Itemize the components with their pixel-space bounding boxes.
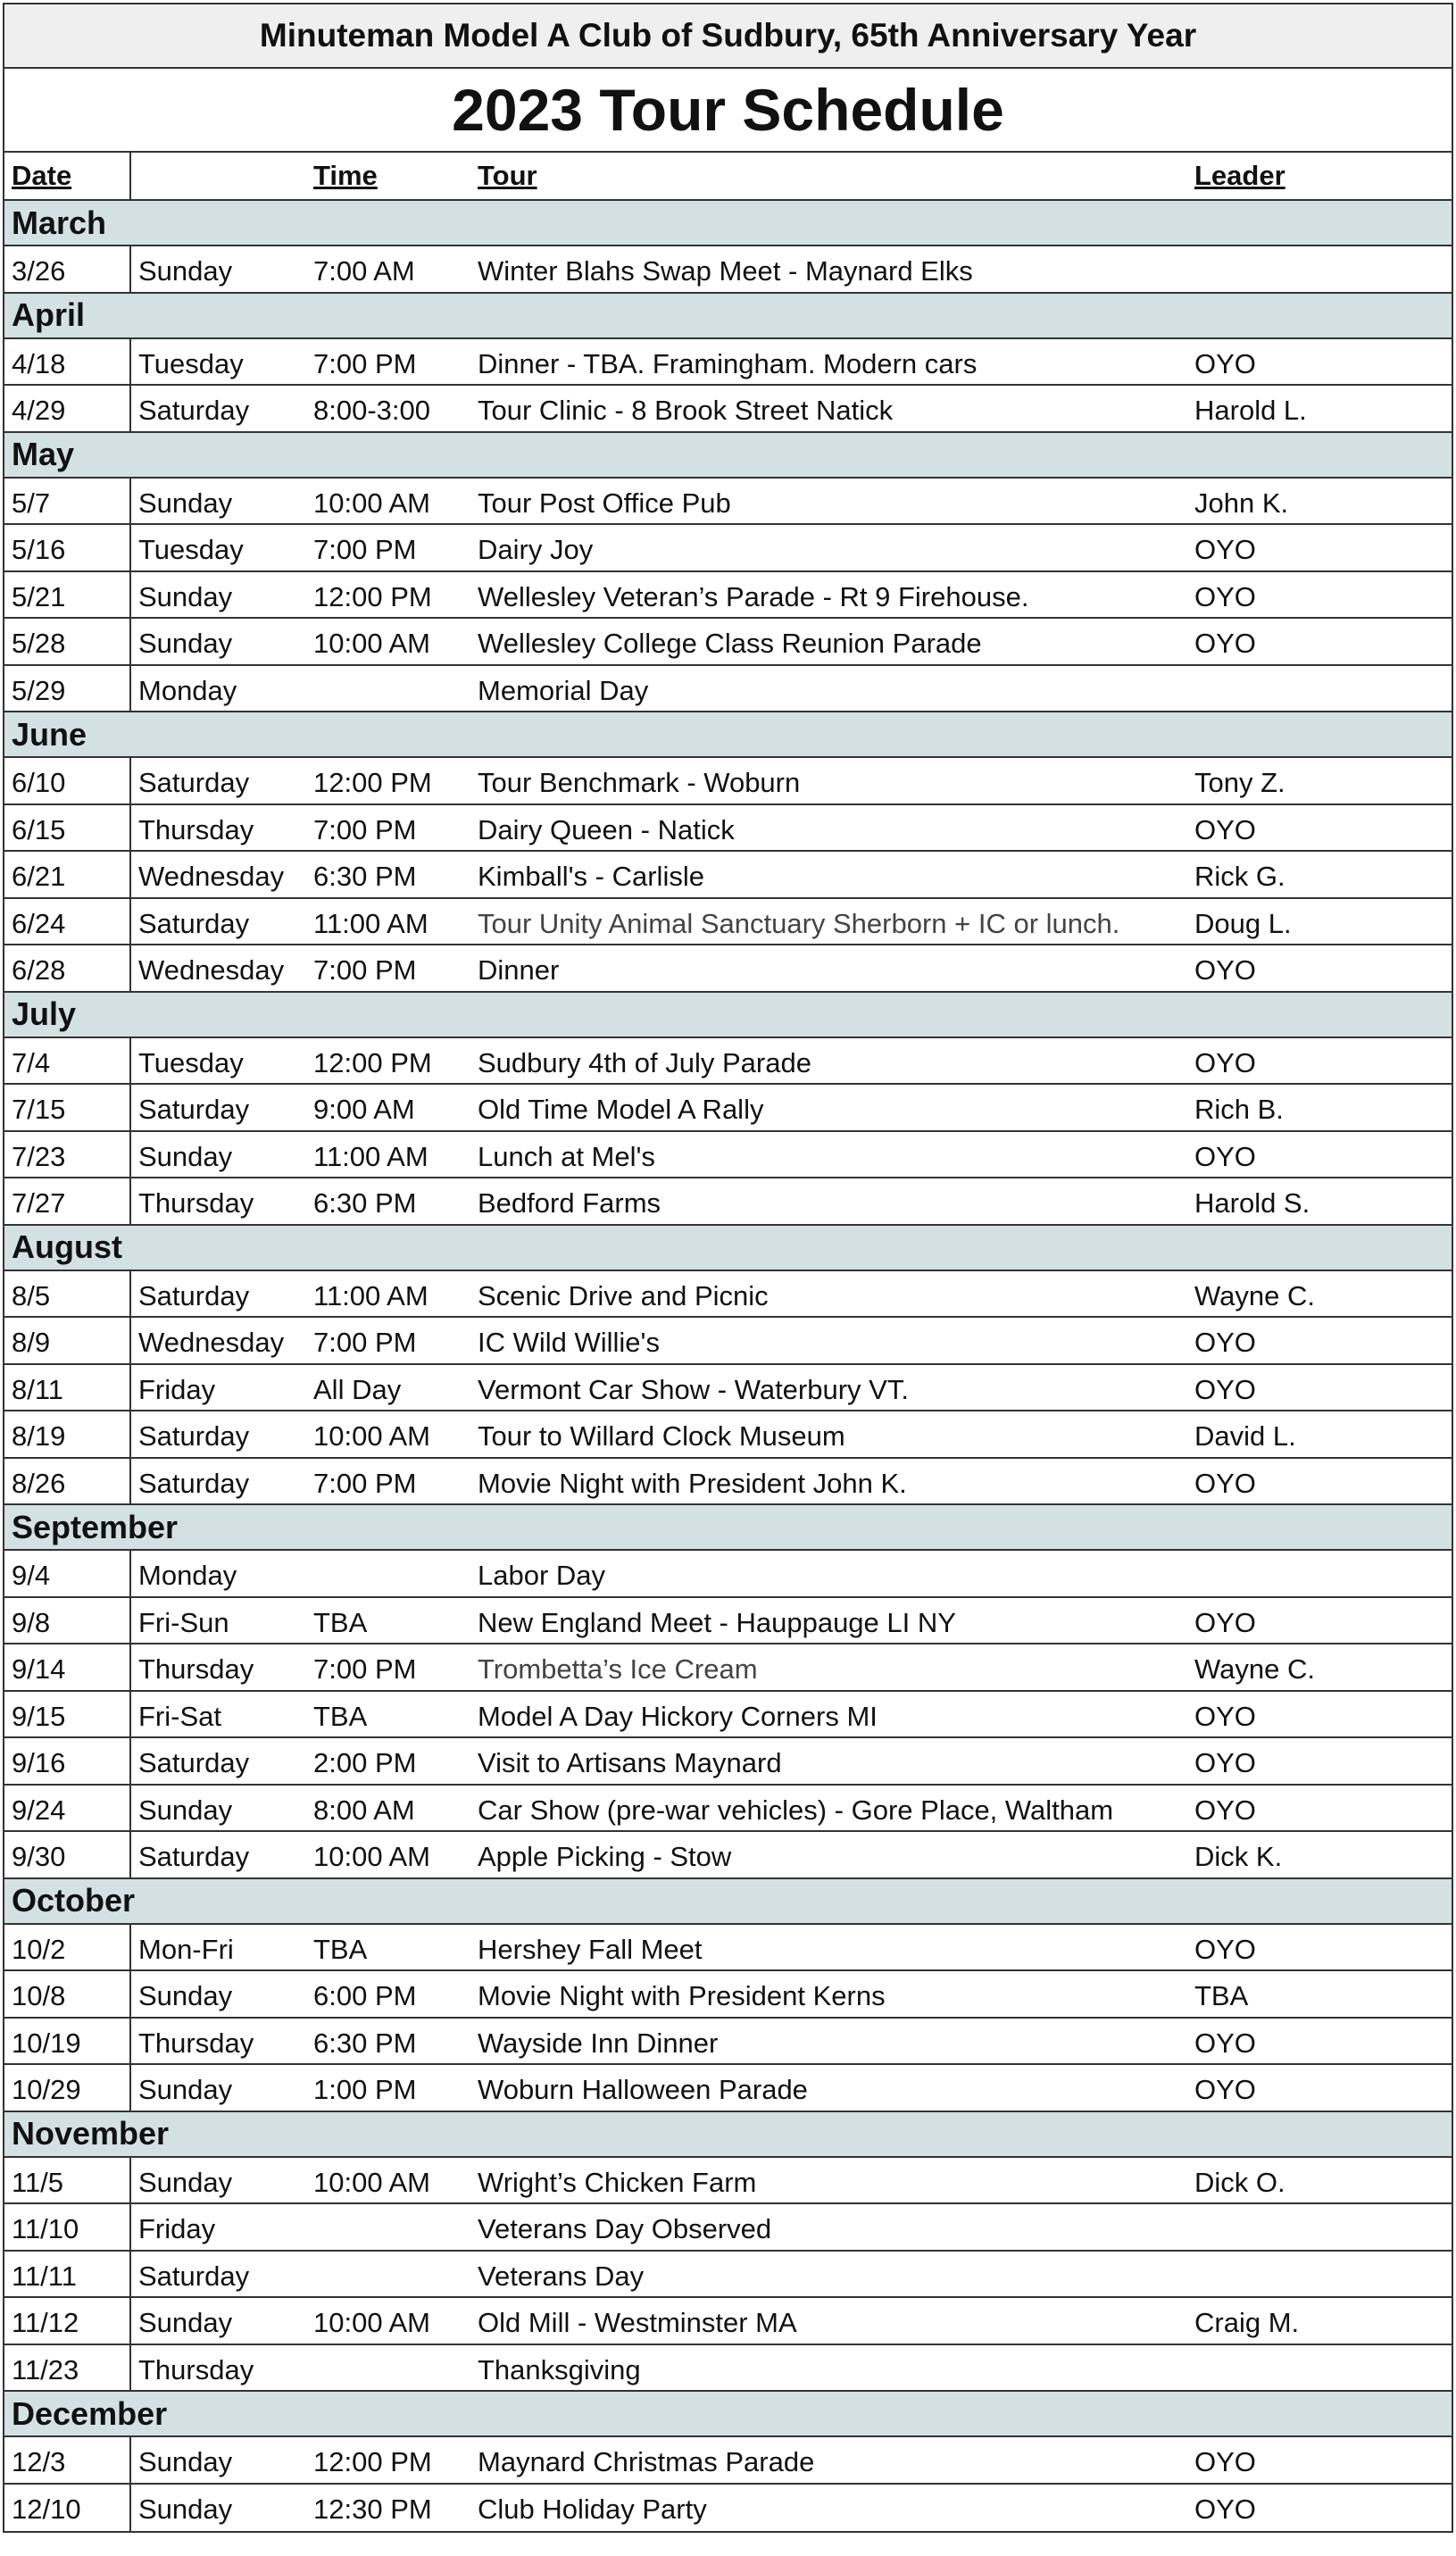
- column-divider: [129, 1598, 131, 1645]
- event-tour: Labor Day: [478, 1560, 606, 1591]
- event-date: 11/12: [12, 2307, 79, 2338]
- event-row: [4, 339, 1452, 387]
- event-day: Saturday: [138, 1420, 250, 1452]
- event-row: [4, 899, 1452, 946]
- event-row: [4, 2437, 1452, 2485]
- event-date: 5/16: [12, 534, 66, 565]
- column-divider: [129, 852, 131, 899]
- event-leader: OYO: [1194, 1606, 1256, 1638]
- event-time: 1:00 PM: [313, 2074, 417, 2105]
- event-leader: OYO: [1194, 1140, 1256, 1172]
- event-day: Sunday: [138, 2166, 233, 2198]
- event-day: Saturday: [138, 395, 250, 426]
- event-leader: OYO: [1194, 1933, 1256, 1965]
- event-time: 11:00 AM: [313, 1140, 428, 1172]
- event-date: 8/9: [12, 1327, 51, 1358]
- event-leader: Craig M.: [1194, 2307, 1300, 2338]
- club-banner: Minuteman Model A Club of Sudbury, 65th Anniversary Year: [4, 4, 1452, 69]
- event-date: 6/24: [12, 907, 66, 939]
- event-leader: OYO: [1194, 347, 1256, 379]
- event-day: Saturday: [138, 1747, 250, 1778]
- event-tour: Hershey Fall Meet: [478, 1933, 703, 1965]
- event-date: 10/19: [12, 2027, 81, 2059]
- column-divider: [129, 1925, 131, 1972]
- event-day: Sunday: [138, 2307, 233, 2338]
- event-time: 8:00 AM: [313, 1794, 415, 1826]
- event-row: [4, 852, 1452, 899]
- event-time: 11:00 AM: [313, 907, 428, 939]
- event-day: Saturday: [138, 1279, 250, 1311]
- month-header-july: July: [4, 993, 1452, 1038]
- event-time: 12:00 PM: [313, 580, 432, 612]
- event-day: Tuesday: [138, 534, 244, 565]
- event-day: Thursday: [138, 813, 254, 845]
- event-row: [4, 1786, 1452, 1833]
- event-day: Sunday: [138, 487, 233, 519]
- column-header-leader: Leader: [1194, 160, 1285, 191]
- event-date: 8/11: [12, 1373, 64, 1405]
- event-time: 7:00 PM: [313, 534, 417, 565]
- event-date: 3/26: [12, 255, 66, 287]
- event-row: [4, 945, 1452, 993]
- event-row: [4, 2252, 1452, 2299]
- event-day: Monday: [138, 674, 237, 706]
- event-tour: Scenic Drive and Picnic: [478, 1279, 769, 1311]
- event-day: Sunday: [138, 2446, 233, 2477]
- event-tour: Wellesley Veteran’s Parade - Rt 9 Firehouse.: [478, 580, 1029, 612]
- event-leader: OYO: [1194, 2027, 1256, 2059]
- event-date: 4/29: [12, 395, 66, 426]
- column-divider: [129, 1832, 131, 1879]
- event-row: [4, 1971, 1452, 2019]
- event-time: 12:00 PM: [313, 2446, 432, 2477]
- event-day: Sunday: [138, 1140, 233, 1172]
- event-day: Friday: [138, 2213, 216, 2244]
- event-row: [4, 2019, 1452, 2066]
- event-tour: Woburn Halloween Parade: [478, 2074, 808, 2105]
- event-leader: OYO: [1194, 1467, 1256, 1499]
- event-row: [4, 1318, 1452, 1365]
- event-time: 6:30 PM: [313, 1187, 417, 1219]
- event-day: Wednesday: [138, 954, 285, 986]
- event-time: 7:00 PM: [313, 1327, 417, 1358]
- column-divider: [129, 1178, 131, 1226]
- column-divider: [129, 666, 131, 713]
- column-divider: [129, 805, 131, 853]
- event-time: 10:00 AM: [313, 1841, 430, 1872]
- event-date: 12/10: [12, 2493, 81, 2525]
- event-day: Wednesday: [138, 1327, 285, 1358]
- event-leader: OYO: [1194, 1046, 1256, 1078]
- event-tour: Maynard Christmas Parade: [478, 2446, 815, 2477]
- event-date: 7/15: [12, 1094, 66, 1125]
- event-date: 8/5: [12, 1279, 51, 1311]
- event-date: 9/24: [12, 1794, 66, 1826]
- event-tour: Trombetta’s Ice Cream: [478, 1653, 758, 1685]
- event-row: [4, 1132, 1452, 1179]
- event-tour: Visit to Artisans Maynard: [478, 1747, 782, 1778]
- event-date: 7/27: [12, 1187, 66, 1219]
- column-divider: [129, 153, 131, 201]
- event-tour: Dinner: [478, 954, 560, 986]
- event-tour: Lunch at Mel's: [478, 1140, 655, 1172]
- event-date: 11/11: [12, 2260, 77, 2292]
- event-tour: Old Time Model A Rally: [478, 1094, 764, 1125]
- event-row: [4, 386, 1452, 433]
- event-date: 10/2: [12, 1933, 66, 1965]
- event-time: 12:30 PM: [313, 2493, 432, 2525]
- event-day: Mon-Fri: [138, 1933, 234, 1965]
- event-day: Tuesday: [138, 1046, 244, 1078]
- event-time: 6:30 PM: [313, 861, 417, 892]
- event-day: Monday: [138, 1560, 237, 1591]
- month-header-june: June: [4, 712, 1452, 758]
- event-time: TBA: [313, 1700, 368, 1732]
- event-tour: Tour Clinic - 8 Brook Street Natick: [478, 395, 894, 426]
- event-date: 9/4: [12, 1560, 51, 1591]
- month-header-november: November: [4, 2112, 1452, 2158]
- event-leader: OYO: [1194, 1700, 1256, 1732]
- event-date: 11/10: [12, 2213, 79, 2244]
- event-leader: OYO: [1194, 1794, 1256, 1826]
- event-day: Tuesday: [138, 347, 244, 379]
- event-row: [4, 2065, 1452, 2112]
- event-leader: OYO: [1194, 2493, 1256, 2525]
- column-divider: [129, 339, 131, 387]
- column-divider: [129, 2298, 131, 2345]
- event-leader: OYO: [1194, 534, 1256, 565]
- event-row: [4, 1644, 1452, 1692]
- event-tour: Wayside Inn Dinner: [478, 2027, 719, 2059]
- event-tour: Thanksgiving: [478, 2353, 641, 2385]
- event-row: [4, 758, 1452, 805]
- event-tour: Wellesley College Class Reunion Parade: [478, 628, 982, 659]
- event-time: 7:00 AM: [313, 255, 415, 287]
- event-leader: Harold S.: [1194, 1187, 1310, 1219]
- event-row: [4, 1038, 1452, 1086]
- column-divider: [129, 945, 131, 993]
- event-tour: Movie Night with President John K.: [478, 1467, 907, 1499]
- event-tour: Sudbury 4th of July Parade: [478, 1046, 811, 1078]
- event-row: [4, 479, 1452, 526]
- column-header-tour: Tour: [478, 160, 537, 191]
- event-time: 6:30 PM: [313, 2027, 417, 2059]
- event-row: [4, 1738, 1452, 1786]
- event-row: [4, 619, 1452, 666]
- column-divider: [129, 1551, 131, 1598]
- event-day: Sunday: [138, 1794, 233, 1826]
- event-date: 8/26: [12, 1467, 66, 1499]
- event-row: [4, 246, 1452, 294]
- column-divider: [129, 1132, 131, 1179]
- month-header-september: September: [4, 1505, 1452, 1551]
- event-leader: OYO: [1194, 1327, 1256, 1358]
- event-row: [4, 1832, 1452, 1879]
- month-header-october: October: [4, 1879, 1452, 1925]
- event-tour: Dairy Queen - Natick: [478, 813, 735, 845]
- column-divider: [129, 758, 131, 805]
- event-time: All Day: [313, 1373, 402, 1405]
- event-row: [4, 1411, 1452, 1459]
- event-date: 5/21: [12, 580, 66, 612]
- column-divider: [129, 386, 131, 433]
- event-leader: OYO: [1194, 2446, 1256, 2477]
- event-row: [4, 1692, 1452, 1739]
- month-header-april: April: [4, 294, 1452, 339]
- event-date: 6/21: [12, 861, 66, 892]
- event-leader: John K.: [1194, 487, 1289, 519]
- event-day: Sunday: [138, 2074, 233, 2105]
- event-row: [4, 2158, 1452, 2205]
- event-leader: OYO: [1194, 954, 1256, 986]
- month-header-december: December: [4, 2392, 1452, 2437]
- column-divider: [129, 1365, 131, 1412]
- event-row: [4, 1459, 1452, 1506]
- event-leader: Rich B.: [1194, 1094, 1284, 1125]
- event-row: [4, 1085, 1452, 1132]
- column-divider: [129, 2437, 131, 2485]
- event-leader: Wayne C.: [1194, 1279, 1315, 1311]
- event-date: 6/10: [12, 767, 66, 798]
- event-leader: David L.: [1194, 1420, 1296, 1452]
- event-tour: Kimball's - Carlisle: [478, 861, 704, 892]
- event-day: Sunday: [138, 628, 233, 659]
- column-header-time: Time: [313, 160, 378, 191]
- event-date: 11/23: [12, 2353, 79, 2385]
- event-row: [4, 1925, 1452, 1972]
- column-divider: [129, 2485, 131, 2534]
- event-day: Thursday: [138, 1653, 254, 1685]
- column-header-date: Date: [12, 160, 72, 191]
- event-row: [4, 2485, 1452, 2532]
- schedule-body: [4, 201, 1452, 2531]
- event-date: 12/3: [12, 2446, 66, 2477]
- event-leader: Dick O.: [1194, 2166, 1285, 2198]
- event-day: Saturday: [138, 1841, 250, 1872]
- event-row: [4, 525, 1452, 572]
- event-time: 7:00 PM: [313, 1653, 417, 1685]
- event-time: 10:00 AM: [313, 1420, 430, 1452]
- event-day: Sunday: [138, 255, 233, 287]
- event-leader: Rick G.: [1194, 861, 1285, 892]
- event-day: Thursday: [138, 1187, 254, 1219]
- column-divider: [129, 2065, 131, 2112]
- event-tour: Bedford Farms: [478, 1187, 661, 1219]
- event-day: Saturday: [138, 907, 250, 939]
- event-leader: Wayne C.: [1194, 1653, 1315, 1685]
- event-row: [4, 2204, 1452, 2252]
- event-tour: Tour to Willard Clock Museum: [478, 1420, 845, 1452]
- event-time: TBA: [313, 1933, 368, 1965]
- column-divider: [129, 525, 131, 572]
- event-day: Saturday: [138, 767, 250, 798]
- event-tour: Dairy Joy: [478, 534, 594, 565]
- event-tour: Model A Day Hickory Corners MI: [478, 1700, 878, 1732]
- column-divider: [129, 1692, 131, 1739]
- event-time: TBA: [313, 1606, 368, 1638]
- event-time: 9:00 AM: [313, 1094, 415, 1125]
- column-divider: [129, 1411, 131, 1459]
- event-date: 8/19: [12, 1420, 66, 1452]
- event-time: 10:00 AM: [313, 628, 430, 659]
- column-header-row: [4, 153, 1452, 201]
- event-leader: Dick K.: [1194, 1841, 1283, 1872]
- event-tour: Veterans Day Observed: [478, 2213, 772, 2244]
- event-day: Thursday: [138, 2027, 254, 2059]
- column-divider: [129, 1644, 131, 1692]
- event-row: [4, 805, 1452, 853]
- event-date: 9/15: [12, 1700, 66, 1732]
- column-divider: [129, 1085, 131, 1132]
- column-divider: [129, 2204, 131, 2252]
- event-tour: Dinner - TBA. Framingham. Modern cars: [478, 347, 978, 379]
- page-title: 2023 Tour Schedule: [4, 69, 1452, 153]
- column-divider: [129, 1038, 131, 1086]
- event-time: 7:00 PM: [313, 954, 417, 986]
- event-time: 6:00 PM: [313, 1980, 417, 2011]
- event-date: 9/14: [12, 1653, 66, 1685]
- event-date: 11/5: [12, 2166, 64, 2198]
- event-date: 4/18: [12, 347, 66, 379]
- event-leader: Tony Z.: [1194, 767, 1285, 798]
- month-header-august: August: [4, 1226, 1452, 1271]
- event-tour: Memorial Day: [478, 674, 649, 706]
- event-day: Fri-Sun: [138, 1606, 229, 1638]
- event-date: 9/8: [12, 1606, 51, 1638]
- event-leader: OYO: [1194, 580, 1256, 612]
- event-date: 5/28: [12, 628, 66, 659]
- event-time: 10:00 AM: [313, 2307, 430, 2338]
- event-tour: Movie Night with President Kerns: [478, 1980, 886, 2011]
- event-time: 7:00 PM: [313, 813, 417, 845]
- event-day: Sunday: [138, 1980, 233, 2011]
- event-leader: OYO: [1194, 628, 1256, 659]
- column-divider: [129, 899, 131, 946]
- event-leader: Doug L.: [1194, 907, 1292, 939]
- event-date: 7/4: [12, 1046, 51, 1078]
- event-date: 5/7: [12, 487, 51, 519]
- event-leader: Harold L.: [1194, 395, 1307, 426]
- event-day: Saturday: [138, 1467, 250, 1499]
- event-day: Sunday: [138, 580, 233, 612]
- event-time: 12:00 PM: [313, 1046, 432, 1078]
- event-tour: Tour Post Office Pub: [478, 487, 731, 519]
- event-tour: Club Holiday Party: [478, 2493, 707, 2525]
- event-row: [4, 2298, 1452, 2345]
- column-divider: [129, 1971, 131, 2019]
- column-divider: [129, 2252, 131, 2299]
- event-date: 9/30: [12, 1841, 66, 1872]
- event-time: 8:00-3:00: [313, 395, 430, 426]
- event-row: [4, 1551, 1452, 1598]
- event-day: Saturday: [138, 2260, 250, 2292]
- column-divider: [129, 2019, 131, 2066]
- event-tour: Old Mill - Westminster MA: [478, 2307, 797, 2338]
- event-time: 11:00 AM: [313, 1279, 428, 1311]
- event-date: 10/29: [12, 2074, 81, 2105]
- event-date: 10/8: [12, 1980, 66, 2011]
- event-row: [4, 1365, 1452, 1412]
- event-tour: Apple Picking - Stow: [478, 1841, 732, 1872]
- month-header-march: March: [4, 201, 1452, 246]
- event-tour: Wright’s Chicken Farm: [478, 2166, 757, 2198]
- event-row: [4, 572, 1452, 620]
- event-date: 6/28: [12, 954, 66, 986]
- event-leader: OYO: [1194, 1747, 1256, 1778]
- event-day: Sunday: [138, 2493, 233, 2525]
- event-row: [4, 666, 1452, 713]
- column-divider: [129, 572, 131, 620]
- event-tour: IC Wild Willie's: [478, 1327, 660, 1358]
- event-day: Saturday: [138, 1094, 250, 1125]
- event-time: 7:00 PM: [313, 347, 417, 379]
- event-time: 10:00 AM: [313, 487, 430, 519]
- event-time: 12:00 PM: [313, 767, 432, 798]
- event-leader: TBA: [1194, 1980, 1249, 2011]
- event-day: Friday: [138, 1373, 216, 1405]
- column-divider: [129, 619, 131, 666]
- event-day: Wednesday: [138, 861, 285, 892]
- column-divider: [129, 479, 131, 526]
- event-row: [4, 1271, 1452, 1319]
- event-date: 7/23: [12, 1140, 66, 1172]
- column-divider: [129, 246, 131, 294]
- event-day: Thursday: [138, 2353, 254, 2385]
- event-date: 6/15: [12, 813, 66, 845]
- event-tour: Tour Benchmark - Woburn: [478, 767, 801, 798]
- event-tour: New England Meet - Hauppauge LI NY: [478, 1606, 956, 1638]
- event-tour: Vermont Car Show - Waterbury VT.: [478, 1373, 909, 1405]
- event-tour: Car Show (pre-war vehicles) - Gore Place, Waltham: [478, 1794, 1114, 1826]
- event-date: 5/29: [12, 674, 66, 706]
- month-header-may: May: [4, 433, 1452, 479]
- column-divider: [129, 2158, 131, 2205]
- event-time: 10:00 AM: [313, 2166, 430, 2198]
- event-tour: Veterans Day: [478, 2260, 645, 2292]
- column-divider: [129, 1271, 131, 1319]
- event-row: [4, 2345, 1452, 2393]
- event-day: Fri-Sat: [138, 1700, 221, 1732]
- schedule-sheet: [3, 3, 1453, 2533]
- event-tour: Tour Unity Animal Sanctuary Sherborn + IC or lunch.: [478, 907, 1120, 939]
- event-time: 2:00 PM: [313, 1747, 417, 1778]
- column-divider: [129, 1786, 131, 1833]
- event-leader: OYO: [1194, 2074, 1256, 2105]
- column-divider: [129, 1738, 131, 1786]
- event-date: 9/16: [12, 1747, 66, 1778]
- column-divider: [129, 1459, 131, 1506]
- event-tour: Winter Blahs Swap Meet - Maynard Elks: [478, 255, 973, 287]
- event-row: [4, 1178, 1452, 1226]
- column-divider: [129, 2345, 131, 2393]
- event-row: [4, 1598, 1452, 1645]
- event-time: 7:00 PM: [313, 1467, 417, 1499]
- column-divider: [129, 1318, 131, 1365]
- event-leader: OYO: [1194, 1373, 1256, 1405]
- event-leader: OYO: [1194, 813, 1256, 845]
